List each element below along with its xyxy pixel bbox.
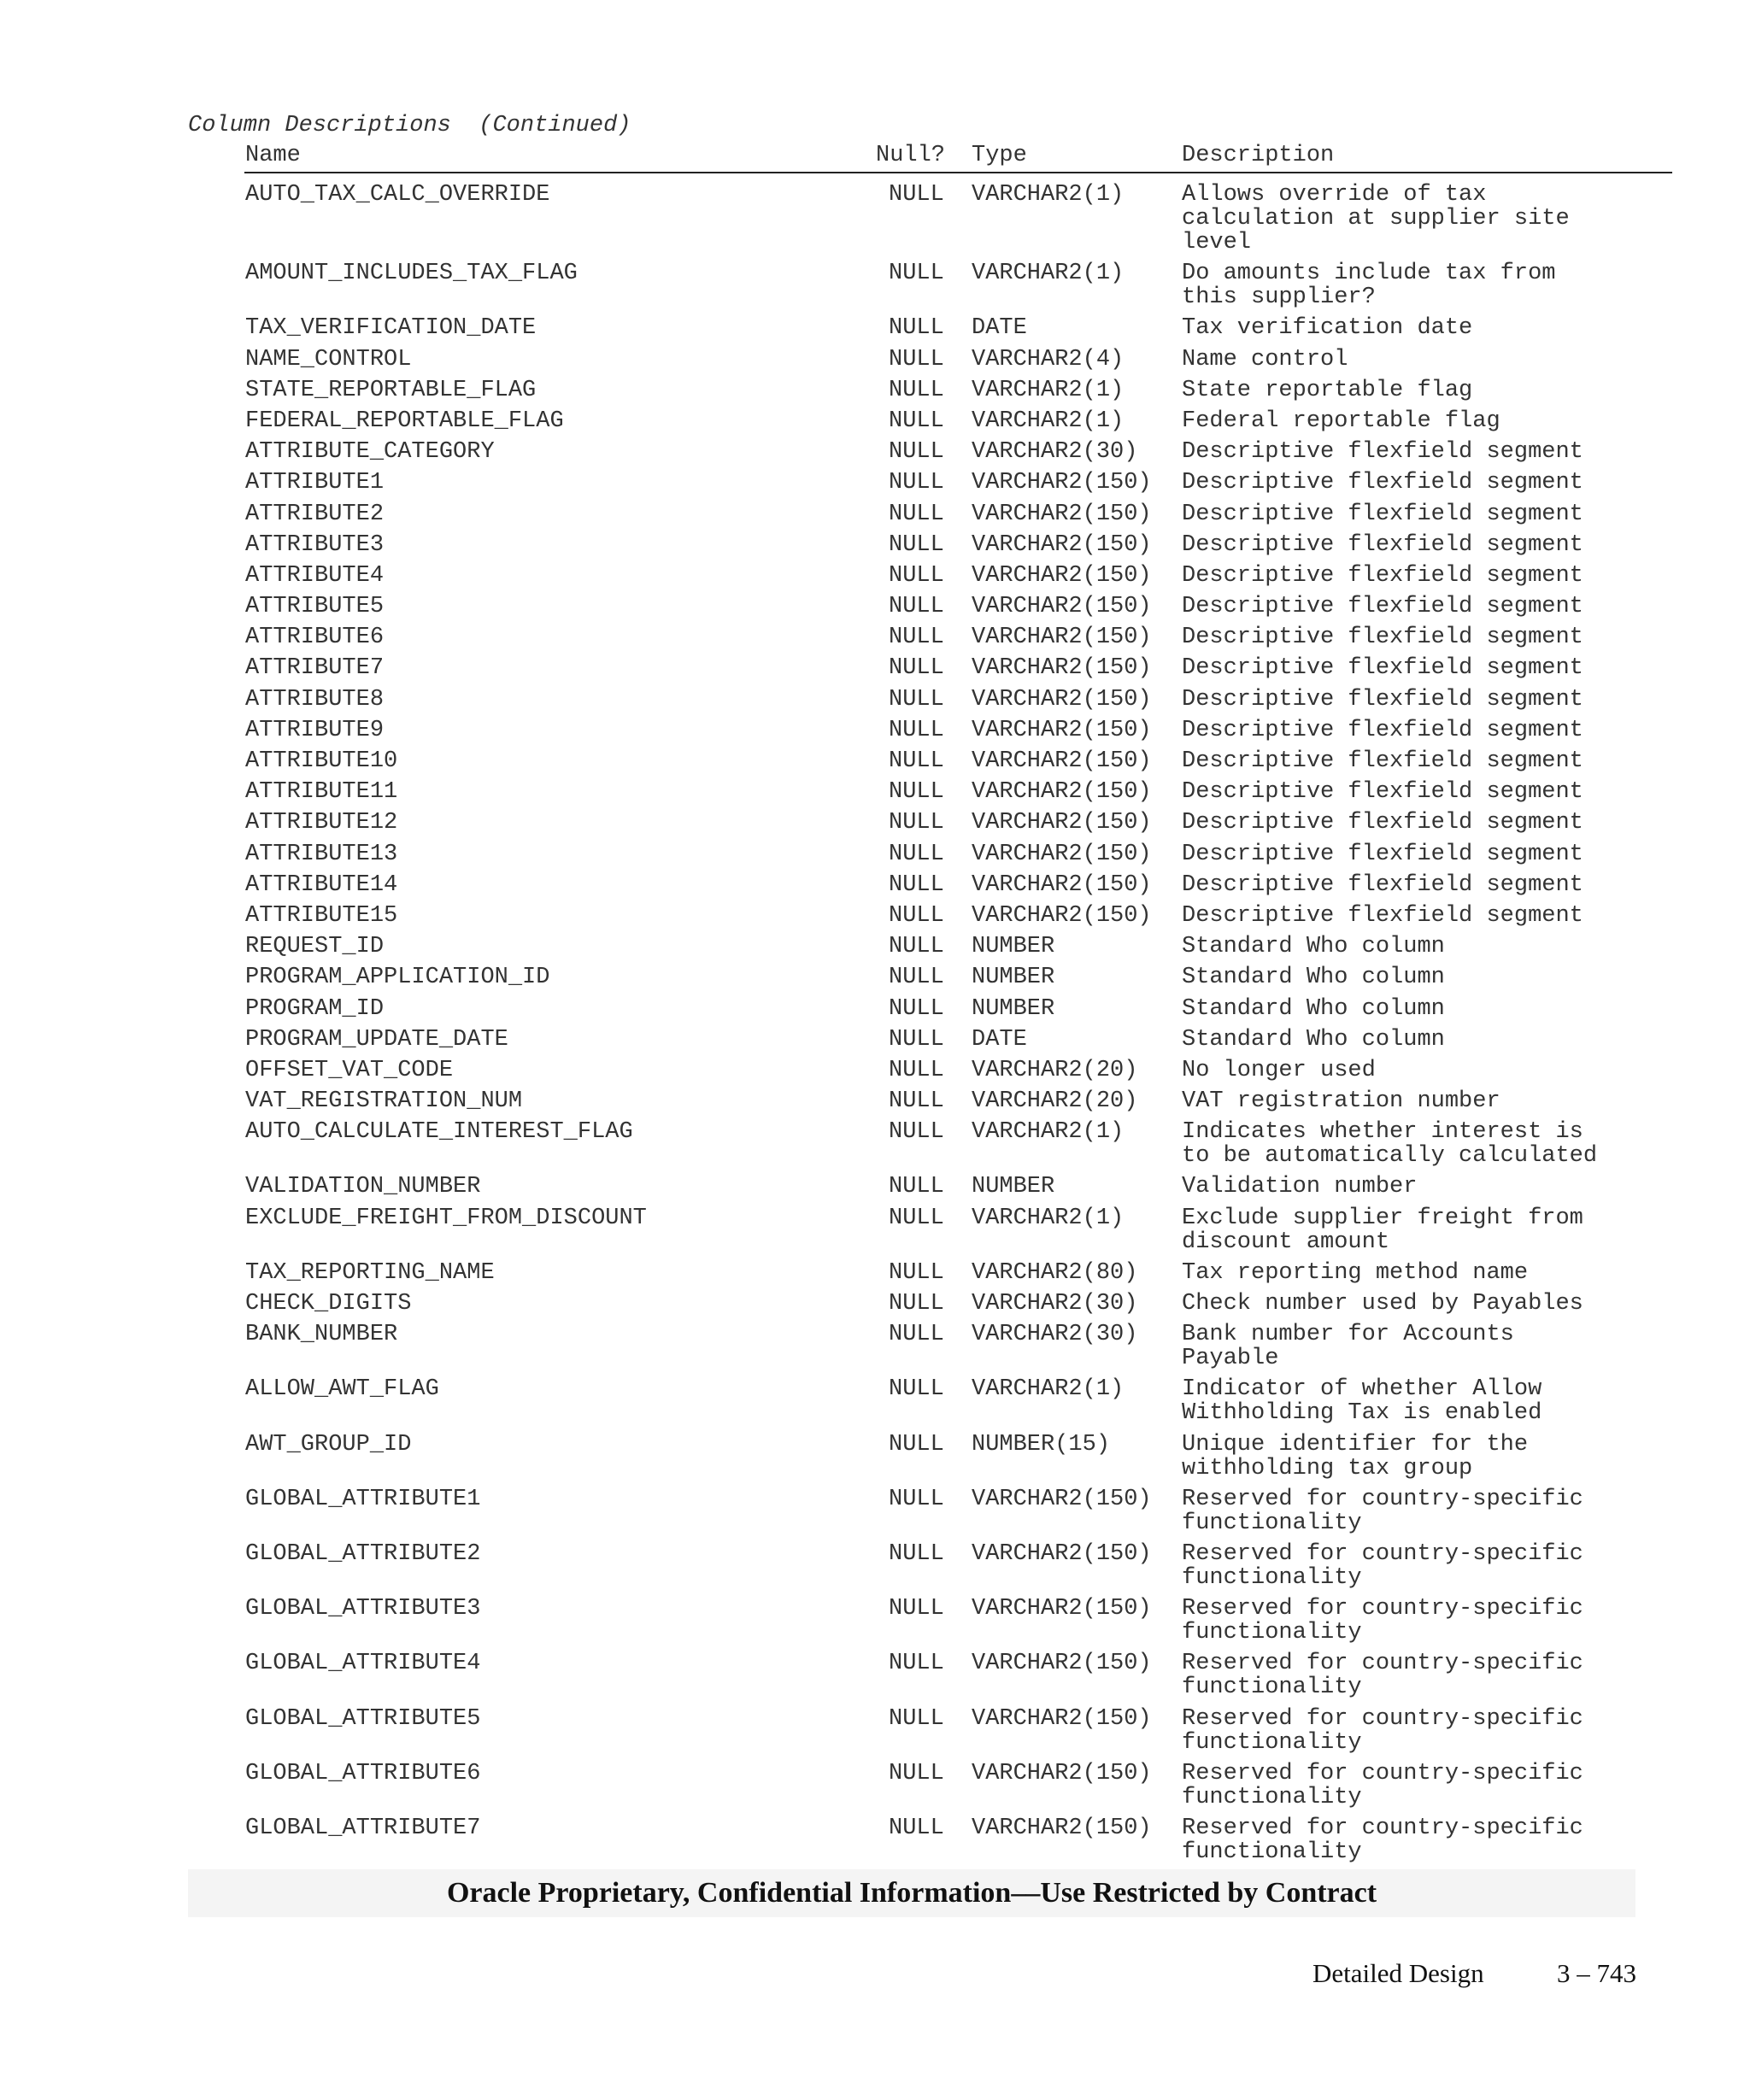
description-line: calculation at supplier site [1182, 206, 1570, 232]
table-row [0, 1120, 1750, 1175]
column-name: FEDERAL_REPORTABLE_FLAG [245, 408, 564, 434]
column-name: ATTRIBUTE_CATEGORY [245, 439, 495, 466]
null-value: NULL [889, 1760, 944, 1786]
table-row [0, 1377, 1750, 1432]
null-value: NULL [889, 594, 944, 620]
table-row [0, 997, 1750, 1028]
null-value: NULL [889, 408, 944, 434]
table-row [0, 595, 1750, 625]
null-value: NULL [889, 1205, 944, 1231]
data-type: VARCHAR2(150) [972, 686, 1152, 713]
null-value: NULL [889, 470, 944, 496]
data-type: NUMBER [972, 995, 1055, 1022]
description-line: Descriptive flexfield segment [1182, 810, 1583, 836]
column-name: ATTRIBUTE12 [245, 810, 398, 836]
data-type: VARCHAR2(150) [972, 531, 1152, 558]
data-type: VARCHAR2(150) [972, 841, 1152, 867]
data-type: NUMBER [972, 934, 1055, 960]
table-row [0, 904, 1750, 935]
column-name: NAME_CONTROL [245, 346, 412, 372]
null-value: NULL [889, 1119, 944, 1146]
column-name: CHECK_DIGITS [245, 1291, 412, 1317]
null-value: NULL [889, 1431, 944, 1458]
column-name: VALIDATION_NUMBER [245, 1174, 481, 1200]
data-type: NUMBER(15) [972, 1431, 1111, 1458]
description-line: Unique identifier for the [1182, 1431, 1529, 1458]
table-row [0, 1651, 1750, 1706]
column-name: ATTRIBUTE11 [245, 779, 398, 806]
table-row [0, 1487, 1750, 1542]
table-row [0, 1323, 1750, 1377]
null-value: NULL [889, 182, 944, 208]
column-header-null: Null? [876, 143, 946, 168]
column-name: ATTRIBUTE13 [245, 841, 398, 867]
description-line: Descriptive flexfield segment [1182, 501, 1583, 527]
data-type: VARCHAR2(150) [972, 1540, 1152, 1567]
column-header-description: Description [1182, 143, 1335, 168]
null-value: NULL [889, 1651, 944, 1677]
null-value: NULL [889, 562, 944, 589]
description-line: Reserved for country-specific [1182, 1651, 1583, 1677]
data-type: VARCHAR2(1) [972, 1376, 1125, 1403]
column-name: PROGRAM_APPLICATION_ID [245, 965, 550, 991]
data-type: VARCHAR2(150) [972, 655, 1152, 682]
data-type: VARCHAR2(150) [972, 717, 1152, 743]
column-name: GLOBAL_ATTRIBUTE5 [245, 1705, 481, 1732]
data-type: VARCHAR2(150) [972, 470, 1152, 496]
description-line: Standard Who column [1182, 965, 1445, 991]
null-value: NULL [889, 748, 944, 774]
data-type: VARCHAR2(150) [972, 748, 1152, 774]
description-line: Validation number [1182, 1174, 1418, 1200]
table-row [0, 656, 1750, 687]
description-line: Do amounts include tax from [1182, 261, 1556, 287]
table-row [0, 719, 1750, 749]
page-number: 3 – 743 [1557, 1958, 1636, 1988]
table-row [0, 316, 1750, 347]
column-name: GLOBAL_ATTRIBUTE2 [245, 1540, 481, 1567]
null-value: NULL [889, 1705, 944, 1732]
table-row [0, 1542, 1750, 1597]
null-value: NULL [889, 1057, 944, 1083]
data-type: NUMBER [972, 965, 1055, 991]
table-row [0, 1028, 1750, 1059]
data-type: VARCHAR2(150) [972, 1486, 1152, 1512]
table-row [0, 1292, 1750, 1323]
description-line: Descriptive flexfield segment [1182, 686, 1583, 713]
header-rule [244, 172, 1672, 173]
null-value: NULL [889, 841, 944, 867]
description-line: Check number used by Payables [1182, 1291, 1583, 1317]
data-type: VARCHAR2(30) [972, 1291, 1138, 1317]
description-line: Descriptive flexfield segment [1182, 439, 1583, 466]
data-type: VARCHAR2(150) [972, 594, 1152, 620]
description-line: Standard Who column [1182, 1026, 1445, 1053]
description-line: Reserved for country-specific [1182, 1540, 1583, 1567]
null-value: NULL [889, 902, 944, 929]
description-line: Descriptive flexfield segment [1182, 902, 1583, 929]
null-value: NULL [889, 625, 944, 651]
description-line: Reserved for country-specific [1182, 1815, 1583, 1841]
column-name: ATTRIBUTE8 [245, 686, 385, 713]
column-name: AMOUNT_INCLUDES_TAX_FLAG [245, 261, 578, 287]
table-row [0, 1433, 1750, 1487]
table-row [0, 1762, 1750, 1816]
section-title: Detailed Design [1312, 1958, 1484, 1988]
table-row [0, 1089, 1750, 1120]
table-row [0, 378, 1750, 409]
description-line: functionality [1182, 1564, 1362, 1591]
null-value: NULL [889, 1596, 944, 1622]
column-name: VAT_REGISTRATION_NUM [245, 1088, 523, 1115]
null-value: NULL [889, 531, 944, 558]
description-line: Tax verification date [1182, 315, 1473, 342]
null-value: NULL [889, 717, 944, 743]
column-name: ATTRIBUTE6 [245, 625, 385, 651]
data-type: VARCHAR2(150) [972, 1596, 1152, 1622]
description-line: level [1182, 230, 1252, 255]
data-type: VARCHAR2(150) [972, 1651, 1152, 1677]
null-value: NULL [889, 315, 944, 342]
column-name: AUTO_CALCULATE_INTEREST_FLAG [245, 1119, 633, 1146]
column-name: ATTRIBUTE15 [245, 902, 398, 929]
table-row [0, 965, 1750, 996]
table-row [0, 1206, 1750, 1261]
data-type: VARCHAR2(150) [972, 902, 1152, 929]
column-name: EXCLUDE_FREIGHT_FROM_DISCOUNT [245, 1205, 647, 1231]
description-line: Descriptive flexfield segment [1182, 779, 1583, 806]
description-line: this supplier? [1182, 284, 1376, 311]
table-row [0, 502, 1750, 533]
null-value: NULL [889, 810, 944, 836]
column-name: ATTRIBUTE5 [245, 594, 385, 620]
column-name: OFFSET_VAT_CODE [245, 1057, 454, 1083]
column-name: ATTRIBUTE9 [245, 717, 385, 743]
column-name: ATTRIBUTE3 [245, 531, 385, 558]
data-type: VARCHAR2(150) [972, 625, 1152, 651]
description-line: to be automatically calculated [1182, 1143, 1598, 1170]
data-type: DATE [972, 315, 1027, 342]
description-line: withholding tax group [1182, 1455, 1473, 1481]
column-name: GLOBAL_ATTRIBUTE1 [245, 1486, 481, 1512]
data-type: VARCHAR2(20) [972, 1057, 1138, 1083]
table-row [0, 348, 1750, 378]
description-line: Bank number for Accounts [1182, 1322, 1514, 1348]
column-name: TAX_REPORTING_NAME [245, 1259, 495, 1286]
description-line: Federal reportable flag [1182, 408, 1500, 434]
column-name: ATTRIBUTE7 [245, 655, 385, 682]
column-name: PROGRAM_UPDATE_DATE [245, 1026, 508, 1053]
null-value: NULL [889, 1026, 944, 1053]
null-value: NULL [889, 377, 944, 403]
column-table [0, 183, 1750, 1871]
description-line: functionality [1182, 1620, 1362, 1646]
description-line: Descriptive flexfield segment [1182, 748, 1583, 774]
column-header-type: Type [972, 143, 1027, 168]
description-line: Descriptive flexfield segment [1182, 470, 1583, 496]
table-row [0, 533, 1750, 564]
column-name: AWT_GROUP_ID [245, 1431, 412, 1458]
description-line: functionality [1182, 1729, 1362, 1756]
null-value: NULL [889, 1259, 944, 1286]
description-line: Tax reporting method name [1182, 1259, 1529, 1286]
column-name: ATTRIBUTE4 [245, 562, 385, 589]
data-type: DATE [972, 1026, 1027, 1053]
data-type: VARCHAR2(150) [972, 810, 1152, 836]
null-value: NULL [889, 1376, 944, 1403]
data-type: VARCHAR2(150) [972, 501, 1152, 527]
table-row [0, 749, 1750, 780]
table-row [0, 183, 1750, 261]
column-name: GLOBAL_ATTRIBUTE4 [245, 1651, 481, 1677]
description-line: Reserved for country-specific [1182, 1486, 1583, 1512]
table-row [0, 873, 1750, 904]
data-type: VARCHAR2(150) [972, 562, 1152, 589]
null-value: NULL [889, 346, 944, 372]
data-type: VARCHAR2(20) [972, 1088, 1138, 1115]
table-row [0, 1261, 1750, 1292]
table-row [0, 440, 1750, 471]
column-name: REQUEST_ID [245, 934, 385, 960]
null-value: NULL [889, 1291, 944, 1317]
data-type: VARCHAR2(4) [972, 346, 1125, 372]
null-value: NULL [889, 1174, 944, 1200]
data-type: NUMBER [972, 1174, 1055, 1200]
description-line: Descriptive flexfield segment [1182, 594, 1583, 620]
null-value: NULL [889, 1322, 944, 1348]
column-name: ATTRIBUTE14 [245, 871, 398, 898]
table-row [0, 688, 1750, 719]
data-type: VARCHAR2(30) [972, 439, 1138, 466]
table-row [0, 1175, 1750, 1205]
description-line: functionality [1182, 1839, 1362, 1865]
null-value: NULL [889, 655, 944, 682]
data-type: VARCHAR2(150) [972, 1815, 1152, 1841]
column-name: PROGRAM_ID [245, 995, 385, 1022]
null-value: NULL [889, 1540, 944, 1567]
column-name: TAX_VERIFICATION_DATE [245, 315, 537, 342]
data-type: VARCHAR2(1) [972, 182, 1125, 208]
column-name: BANK_NUMBER [245, 1322, 398, 1348]
table-row [0, 625, 1750, 656]
description-line: Descriptive flexfield segment [1182, 531, 1583, 558]
null-value: NULL [889, 1486, 944, 1512]
table-row [0, 935, 1750, 965]
null-value: NULL [889, 871, 944, 898]
description-line: discount amount [1182, 1229, 1390, 1255]
data-type: VARCHAR2(1) [972, 1205, 1125, 1231]
description-line: Descriptive flexfield segment [1182, 655, 1583, 682]
data-type: VARCHAR2(150) [972, 1705, 1152, 1732]
description-line: Descriptive flexfield segment [1182, 871, 1583, 898]
table-row [0, 409, 1750, 440]
table-row [0, 1707, 1750, 1762]
column-name: GLOBAL_ATTRIBUTE6 [245, 1760, 481, 1786]
table-row [0, 1597, 1750, 1651]
description-line: Allows override of tax [1182, 182, 1487, 208]
data-type: VARCHAR2(1) [972, 1119, 1125, 1146]
null-value: NULL [889, 439, 944, 466]
table-caption: Column Descriptions (Continued) [188, 113, 631, 138]
column-name: ATTRIBUTE10 [245, 748, 398, 774]
description-line: Reserved for country-specific [1182, 1705, 1583, 1732]
description-line: Descriptive flexfield segment [1182, 841, 1583, 867]
null-value: NULL [889, 779, 944, 806]
description-line: functionality [1182, 1784, 1362, 1810]
table-row [0, 1816, 1750, 1871]
table-row [0, 780, 1750, 811]
null-value: NULL [889, 934, 944, 960]
description-line: VAT registration number [1182, 1088, 1500, 1115]
data-type: VARCHAR2(30) [972, 1322, 1138, 1348]
description-line: Descriptive flexfield segment [1182, 625, 1583, 651]
null-value: NULL [889, 501, 944, 527]
null-value: NULL [889, 965, 944, 991]
description-line: Reserved for country-specific [1182, 1760, 1583, 1786]
description-line: Descriptive flexfield segment [1182, 717, 1583, 743]
description-line: functionality [1182, 1510, 1362, 1536]
null-value: NULL [889, 1815, 944, 1841]
description-line: Indicates whether interest is [1182, 1119, 1583, 1146]
data-type: VARCHAR2(1) [972, 261, 1125, 287]
description-line: functionality [1182, 1675, 1362, 1701]
data-type: VARCHAR2(150) [972, 1760, 1152, 1786]
data-type: VARCHAR2(150) [972, 871, 1152, 898]
confidential-notice: Oracle Proprietary, Confidential Information––Use Restricted by Contract [446, 1877, 1377, 1909]
description-line: Standard Who column [1182, 995, 1445, 1022]
column-name: ATTRIBUTE1 [245, 470, 385, 496]
column-name: STATE_REPORTABLE_FLAG [245, 377, 537, 403]
data-type: VARCHAR2(1) [972, 377, 1125, 403]
table-row [0, 1059, 1750, 1089]
table-row [0, 471, 1750, 502]
description-line: State reportable flag [1182, 377, 1473, 403]
description-line: Reserved for country-specific [1182, 1596, 1583, 1622]
null-value: NULL [889, 261, 944, 287]
column-name: GLOBAL_ATTRIBUTE3 [245, 1596, 481, 1622]
table-row [0, 842, 1750, 873]
description-line: Payable [1182, 1346, 1279, 1372]
description-line: No longer used [1182, 1057, 1376, 1083]
data-type: VARCHAR2(80) [972, 1259, 1138, 1286]
table-row [0, 261, 1750, 316]
null-value: NULL [889, 995, 944, 1022]
column-name: ALLOW_AWT_FLAG [245, 1376, 439, 1403]
column-name: ATTRIBUTE2 [245, 501, 385, 527]
description-line: Descriptive flexfield segment [1182, 562, 1583, 589]
table-row [0, 811, 1750, 842]
description-line: Name control [1182, 346, 1348, 372]
null-value: NULL [889, 1088, 944, 1115]
data-type: VARCHAR2(1) [972, 408, 1125, 434]
data-type: VARCHAR2(150) [972, 779, 1152, 806]
column-name: GLOBAL_ATTRIBUTE7 [245, 1815, 481, 1841]
description-line: Exclude supplier freight from [1182, 1205, 1583, 1231]
column-header-name: Name [245, 143, 301, 168]
null-value: NULL [889, 686, 944, 713]
description-line: Withholding Tax is enabled [1182, 1400, 1542, 1427]
description-line: Indicator of whether Allow [1182, 1376, 1542, 1403]
table-row [0, 564, 1750, 595]
column-name: AUTO_TAX_CALC_OVERRIDE [245, 182, 550, 208]
description-line: Standard Who column [1182, 934, 1445, 960]
